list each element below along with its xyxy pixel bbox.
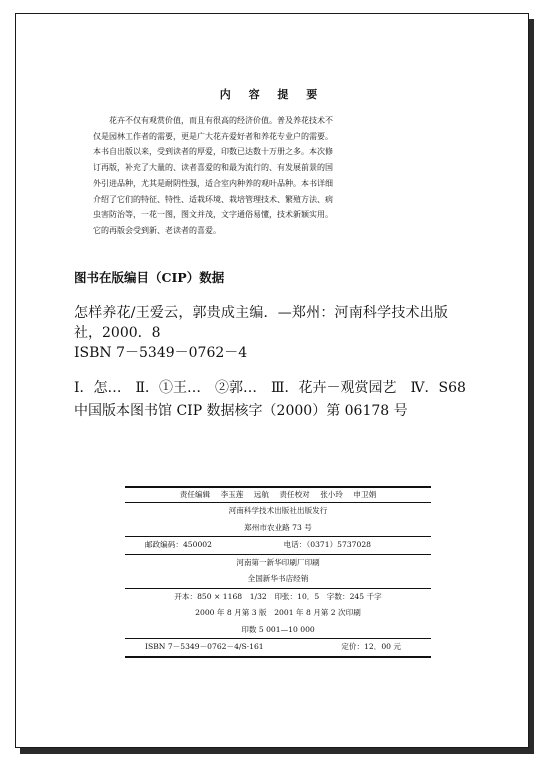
cip-isbn-line: ISBN 7－5349－0762－4 [74, 345, 248, 361]
summary-paragraph [93, 113, 433, 239]
colophon-box [125, 486, 431, 658]
summary-title: 内 容 提 要 [219, 88, 325, 101]
proof-label: 责任校对 [279, 490, 310, 499]
summary-line: 它的再版会受到新、老读者的喜爱。 [93, 225, 221, 235]
credits-row [125, 486, 431, 503]
publisher-row: 河南科学技术出版社出版发行 [228, 506, 328, 515]
cip-heading: 图书在版编目（CIP）数据 [74, 270, 225, 285]
summary-line: 介绍了它们的特征、特性、适栽环境、栽培管理技术、繁殖方法、病 [93, 194, 333, 204]
summary-line: 虫害防治等，一花一图，图文并茂，文字通俗易懂，技术新颖实用。 [93, 210, 333, 220]
proof-name: 申卫娟 [353, 490, 377, 499]
distributor-row: 全国新华书店经销 [125, 571, 431, 589]
editor-name: 李玉莲 [220, 490, 244, 499]
cip-title-line: 怎样养花/王爱云，郭贵成主编．—郑州：河南科学技术出版 [74, 305, 449, 321]
cip-record-line: 中国版本图书馆 CIP 数据核字（2000）第 06178 号 [74, 403, 408, 419]
colophon-isbn: ISBN 7－5349－0762－4/S·161 [145, 642, 264, 651]
summary-line: 花卉不仅有观赏价值，而且有很高的经济价值。普及养花技术不 [109, 116, 333, 125]
summary-line: 订再版，补充了大量的、读者喜爱的和最为流行的、有发展前景的国 [93, 163, 333, 173]
printer-row: 河南第一新华印刷厂印刷 [236, 557, 320, 567]
summary-line: 外引进品种，尤其是耐阴性强，适合室内种养的观叶品种。本书详细 [93, 178, 333, 188]
cip-subject-line: Ⅰ．怎… Ⅱ．①王… ②郭… Ⅲ．花卉－观赏园艺 Ⅳ．S68 [74, 380, 466, 396]
cip-publisher-line: 社，2000．8 [74, 325, 161, 341]
format-row: 开本：850 × 1168 1/32 印张：10．5 字数：245 千字 [174, 591, 382, 601]
isbn-price-row [125, 639, 431, 658]
edition-row: 2000 年 8 月第 3 版 2001 年 8 月第 2 次印刷 [195, 608, 361, 617]
contact-row [125, 537, 431, 555]
summary-line: 仅是园林工作者的需要，更是广大花卉爱好者和养花专业户的需要。 [93, 131, 333, 141]
editor-label: 责任编辑 [179, 490, 211, 499]
print-run-row: 印数 5 001—10 000 [125, 622, 431, 640]
editor2-name: 远航 [253, 490, 269, 499]
phone: 电话：（0371）5737028 [283, 540, 371, 549]
postcode: 邮政编码：450002 [145, 540, 212, 549]
proof-name: 张小玲 [320, 490, 343, 499]
book-page [15, 13, 529, 748]
address-row: 郑州市农业路 73 号 [125, 520, 431, 538]
price: 定价：12．00 元 [341, 642, 401, 651]
summary-line: 本书自出版以来，受到读者的厚爱，印数已达数十万册之多。本次修 [93, 147, 333, 157]
